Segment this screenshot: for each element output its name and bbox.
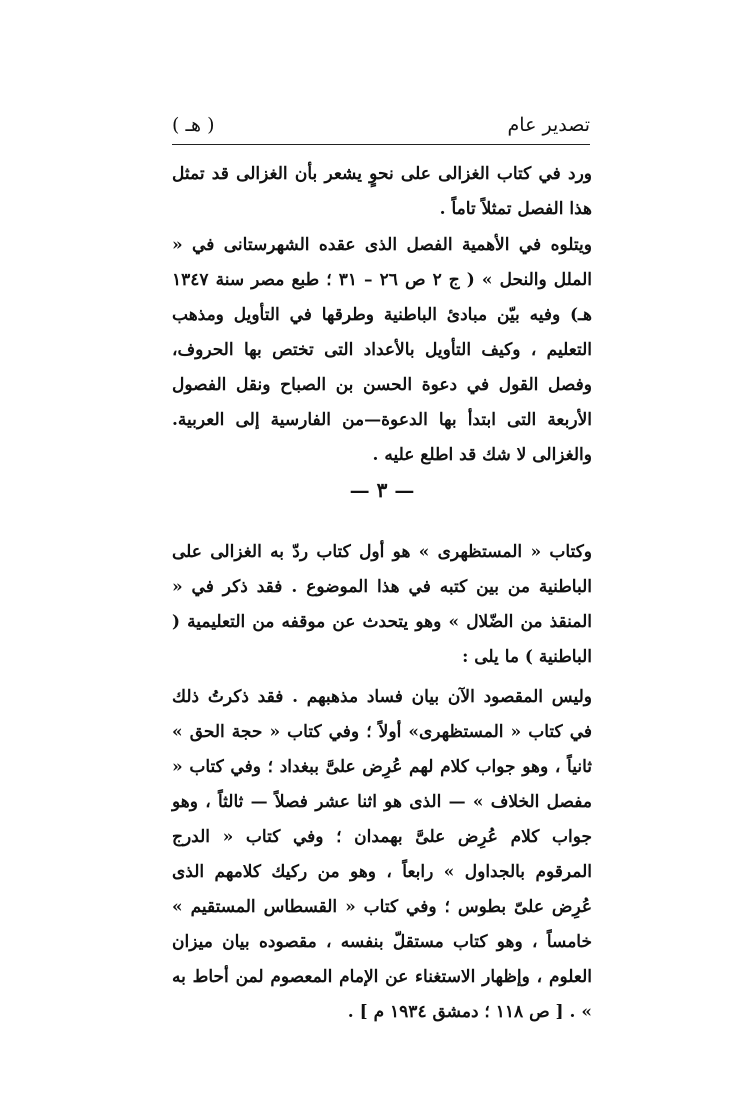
running-title: تصدير عام [507, 114, 590, 136]
page-number: ( هـ ) [172, 114, 215, 136]
paragraph-2: ويتلوه في الأهمية الفصل الذى عقده الشهرستانى في « الملل والنحل » ( ج ٢ ص ٢٦ – ٣١ ؛ طبع مصر سنة ١٣٤٧ هـ) وفيه بيّن مبادئ الباطنية وطرقها في التأويل ومذهب التعليم ، وكيف التأويل بالأعداد التى تختص بها الحروف، وفصل القول في دعوة الحسن بن الصباح ونقل الفصول الأربعة التى ابتدأ بها الدعوة—من الفارسية إلى العربية. والغزالى لا شك قد اطلع عليه . [172, 235, 593, 465]
header-rule [172, 144, 590, 145]
paragraph-1: ورد في كتاب الغزالى على نحوٍ يشعر بأن الغزالى قد تمثل هذا الفصل تمثلاً تاماً . [172, 164, 592, 219]
paragraph-3: وكتاب « المستظهرى » هو أول كتاب ردّ به الغزالى على الباطنية من بين كتبه في هذا الموضوع . فقد ذكر في « المنقذ من الضّلال » وهو يتحدث عن موقفه من التعليمية ( الباطنية ) ما يلى : [172, 542, 592, 667]
page-header [172, 110, 590, 144]
quoted-paragraph: وليس المقصود الآن بيان فساد مذهبهم . فقد ذكرتُ ذلك في كتاب « المستظهرى» أولاً ؛ وفي كتاب « حجة الحق » ثانياً ، وهو جواب كلام لهم عُرِض علىَّ ببغداد ؛ وفي كتاب « مفصل الخلاف » — الذى هو اثنا عشر فصلاً — ثالثاً ، وهو جواب كلام عُرِض علىَّ بهمدان ؛ وفي كتاب « الدرج المرقوم بالجداول » رابعاً ، وهو من ركيك كلامهم الذى عُرِض علىّ بطوس ؛ وفي كتاب « القسطاس المستقيم » خامساً ، وهو كتاب مستقلّ بنفسه ، مقصوده بيان ميزان العلوم ، وإظهار الاستغناء عن الإمام المعصوم لمن أحاط به » . [ ص ١١٨ ؛ دمشق ١٩٣٤ م ] . [172, 687, 592, 1022]
section-number: — ٣ — [349, 478, 415, 502]
